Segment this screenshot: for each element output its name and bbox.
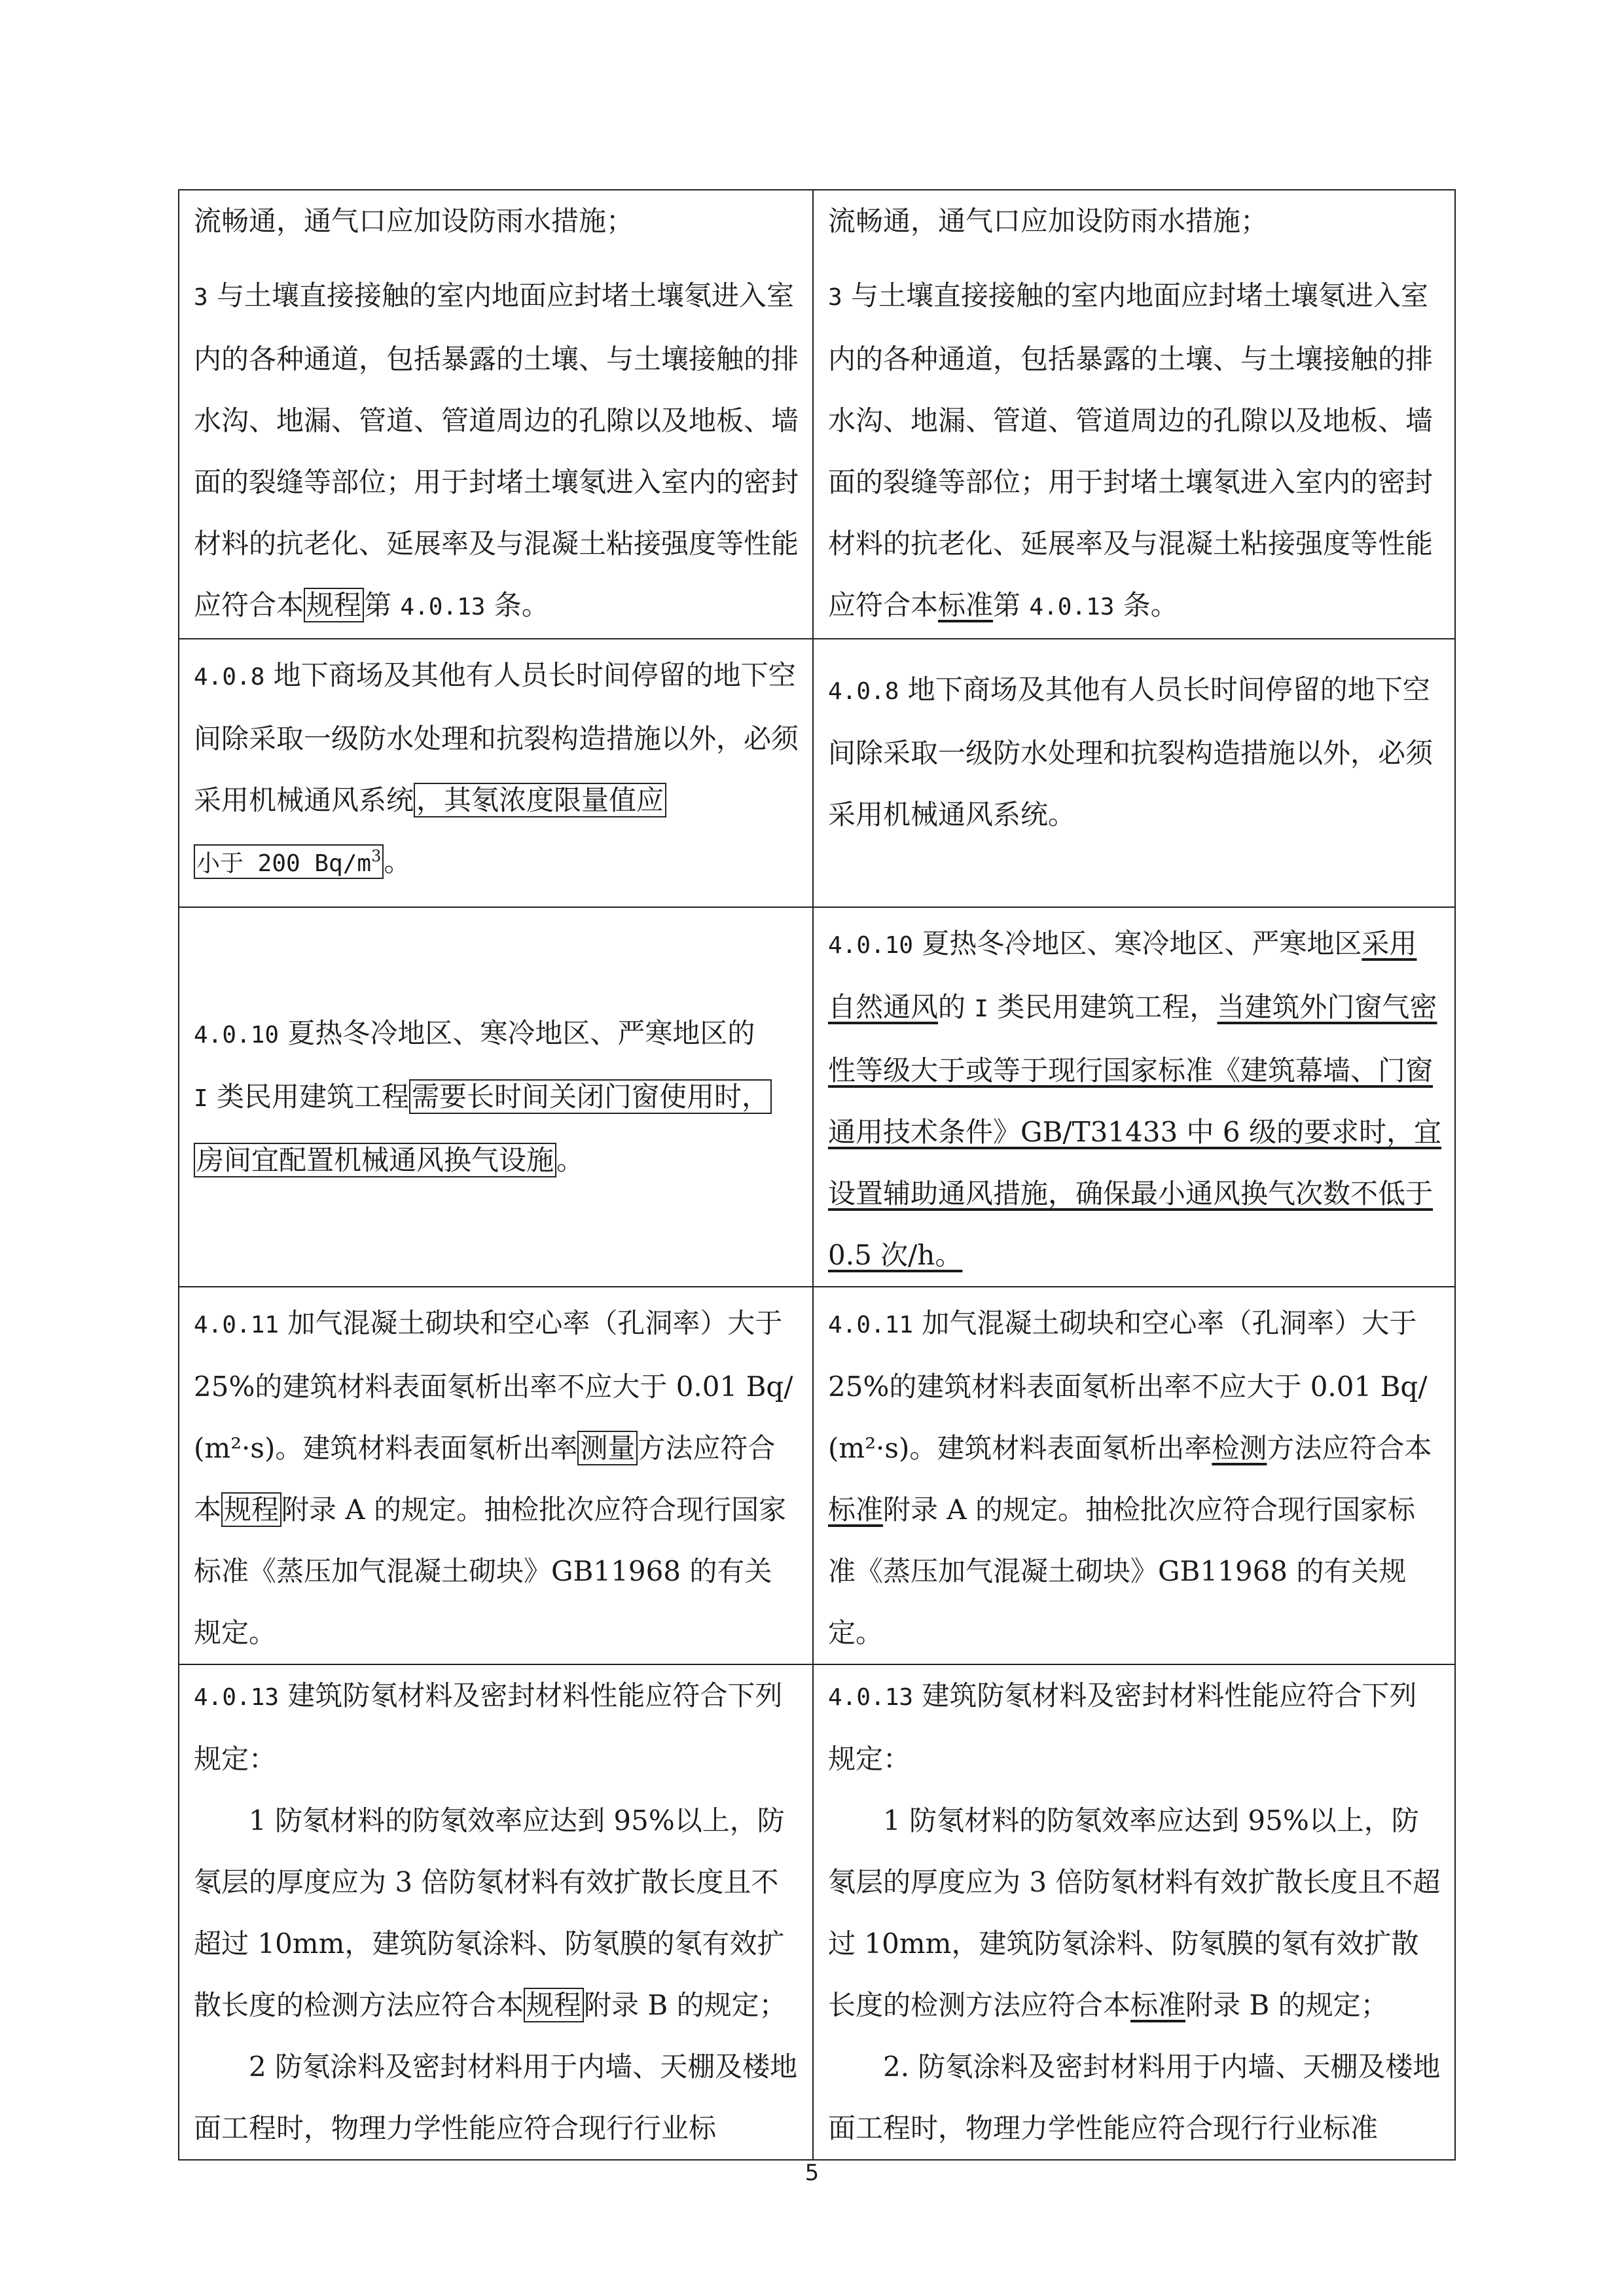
revision-underline: 当建筑外门窗气密性等级大于或等于现行国家标准《建筑幕墙、门窗通用技术条件》GB/T31433 中 6 级的要求时，宜设置辅助通风措施，确保最小通风换气次数不低于 0.5 次/h。 [828, 991, 1441, 1271]
paragraph: 流畅通，通气口应加设防雨水措施； [194, 205, 634, 237]
clause-4-0-11-right: 4.0.11 加气混凝土砌块和空心率（孔洞率）大于 25%的建筑材料表面氡析出率不应大于 0.01 Bq/(m²·s)。建筑材料表面氡析出率检测方法应符合本标准附录 A 的规定。抽检批次应符合现行国家标准《蒸压加气混凝土砌块》GB11968 的有关规定。 [828, 1307, 1432, 1649]
revision-underline: 检测 [1212, 1432, 1267, 1464]
table-cell-left [179, 1287, 813, 1664]
list-item: 2. 防氡涂料及密封材料用于内墙、天棚及楼地面工程时，物理力学性能应符合现行行业标准 [828, 2051, 1441, 2144]
table-row [179, 1664, 1455, 2160]
clause-4-0-8-right: 4.0.8 地下商场及其他有人员长时间停留的地下空间除采取一级防水处理和抗裂构造措施以外，必须采用机械通风系统。 [828, 673, 1434, 831]
table-cell-left [179, 1664, 813, 2160]
paragraph: 3 与土壤直接接触的室内地面应封堵土壤氡进入室内的各种通道，包括暴露的土壤、与土壤接触的排水沟、地漏、管道、管道周边的孔隙以及地板、墙面的裂缝等部位；用于封堵土壤氡进入室内的密封材料的抗老化、延展率及与混凝土粘接强度等性能应符合本规程第 4.0.13 条。 [194, 279, 799, 621]
clause-4-0-13-left: 4.0.13 建筑防氡材料及密封材料性能应符合下列规定： [194, 1679, 783, 1775]
table-row [179, 907, 1455, 1287]
clause-4-0-10-right: 4.0.10 夏热冬冷地区、寒冷地区、严寒地区采用自然通风的 I 类民用建筑工程，当建筑外门窗气密性等级大于或等于现行国家标准《建筑幕墙、门窗通用技术条件》GB/T31433 中 6 级的要求时，宜设置辅助通风措施，确保最小通风换气次数不低于 0.5 次/h。 [828, 927, 1441, 1271]
revision-box: ，其氡浓度限量值应 [414, 783, 666, 817]
table-cell-left [179, 907, 813, 1287]
table-cell-right [813, 907, 1455, 1287]
revision-box: 测量 [577, 1431, 638, 1465]
clause-4-0-13-right: 4.0.13 建筑防氡材料及密封材料性能应符合下列规定： [828, 1679, 1417, 1775]
revision-underline: 标准 [938, 589, 994, 621]
clause-4-0-11-left: 4.0.11 加气混凝土砌块和空心率（孔洞率）大于 25%的建筑材料表面氡析出率不应大于 0.01 Bq/(m²·s)。建筑材料表面氡析出率测量方法应符合本规程附录 A 的规定。抽检批次应符合现行国家标准《蒸压加气混凝土砌块》GB11968 的有关规定。 [194, 1307, 793, 1649]
revision-box: 小于 200 $Bq/m^3$ [194, 844, 384, 879]
page-number: 5 [804, 2160, 820, 2186]
list-item: 1 防氡材料的防氡效率应达到 95%以上，防氡层的厚度应为 3 倍防氡材料有效扩散长度且不超过 10mm，建筑防氡涂料、防氡膜的氡有效扩散长度的检测方法应符合本标准附录 B 的规定； [828, 1804, 1441, 2021]
revision-box: 规程 [304, 588, 364, 622]
revision-underline: 标准 [828, 1494, 884, 1526]
table-cell-right [813, 1664, 1455, 2160]
table-cell-left [179, 639, 813, 907]
paragraph: 3 与土壤直接接触的室内地面应封堵土壤氡进入室内的各种通道，包括暴露的土壤、与土壤接触的排水沟、地漏、管道、管道周边的孔隙以及地板、墙面的裂缝等部位；用于封堵土壤氡进入室内的密封材料的抗老化、延展率及与混凝土粘接强度等性能应符合本标准第 4.0.13 条。 [828, 279, 1434, 621]
revision-box: 房间宜配置机械通风换气设施 [194, 1143, 556, 1177]
list-item: 2 防氡涂料及密封材料用于内墙、天棚及楼地面工程时，物理力学性能应符合现行行业标 [194, 2051, 798, 2144]
table-cell-right [813, 1287, 1455, 1664]
clause-4-0-8-left: 4.0.8 地下商场及其他有人员长时间停留的地下空间除采取一级防水处理和抗裂构造措施以外，必须采用机械通风系统，其氡浓度限量值应 小于 200 $Bq/m^3$。 [194, 659, 799, 878]
revision-underline: 标准 [1130, 1989, 1186, 2021]
table-cell-right [813, 639, 1455, 907]
revision-box: 规程 [221, 1492, 281, 1527]
table-cell-left [179, 190, 813, 639]
comparison-table [178, 189, 1456, 2161]
table-row [179, 639, 1455, 907]
revision-box: 需要长时间关闭门窗使用时， [409, 1079, 772, 1114]
clause-4-0-10-left: 4.0.10 夏热冬冷地区、寒冷地区、严寒地区的 I 类民用建筑工程需要长时间关闭门窗使用时， 房间宜配置机械通风换气设施。 [194, 1003, 799, 1191]
table-row [179, 1287, 1455, 1664]
revision-box: 规程 [524, 1988, 584, 2022]
revision-underline: 采用自然通风 [828, 927, 1417, 1023]
list-item: 1 防氡材料的防氡效率应达到 95%以上，防氡层的厚度应为 3 倍防氡材料有效扩散长度且不超过 10mm，建筑防氡涂料、防氡膜的氡有效扩散长度的检测方法应符合本规程附录 B 的规定； [194, 1804, 787, 2021]
table-row [179, 190, 1455, 639]
paragraph: 流畅通，通气口应加设防雨水措施； [828, 205, 1269, 237]
table-cell-right [813, 190, 1455, 639]
